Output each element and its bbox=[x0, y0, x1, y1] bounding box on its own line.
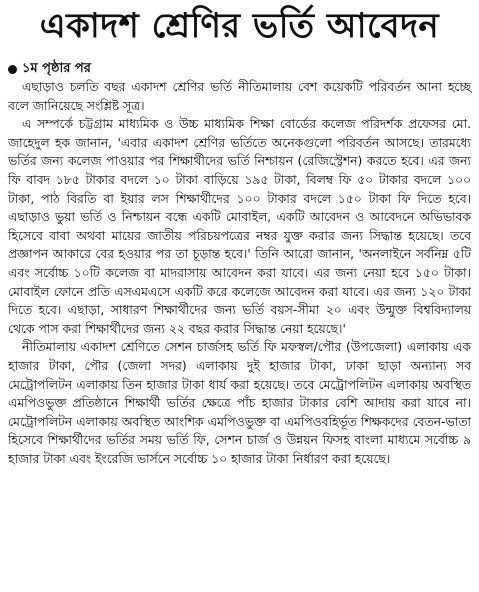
continuation-line bbox=[8, 60, 471, 78]
article-paragraph-1: এছাড়াও চলতি বছর একাদশ শ্রেণির ভর্তি নীতিমালায় বেশ কয়েকটি পরিবর্তন আনা হচ্ছে বলে জানিয়েছে সংশ্লিষ্ট সূত্র। bbox=[8, 80, 471, 113]
article-paragraph-3: নীতিমালায় একাদশ শ্রেণিতে সেশন চার্জসহ ভর্তি ফি মফস্বল/পৌর (উপজেলা) এলাকায় এক হাজার টাকা, পৌর (জেলা সদর) এলাকায় দুই হাজার টাকা, ঢাকা ছাড়া অন্যান্য সব মেট্রোপলিটন এলাকায় তিন হাজার টাকা ধার্য করা হয়েছে। তবে মেট্রোপলিটন এলাকায় অবস্থিত এমপিওভুক্ত প্রতিষ্ঠানে শিক্ষার্থী ভর্তির ক্ষেত্রে পাঁচ হাজার টাকার বেশি আদায় করা যাবে না। মেট্রোপলিটন এলাকায় অবস্থিত আংশিক এমপিওভুক্ত বা এমপিওবহির্ভূত শিক্ষকদের বেতন-ভাতা হিসেবে শিক্ষার্থীদের ভর্তির সময় ভর্তি ফি, সেশন চার্জ ও উন্নয়ন ফিসহ বাংলা মাধ্যমে সর্বোচ্চ ৯ হাজার টাকা এবং ইংরেজি ভার্সনে সর্বোচ্চ ১০ হাজার টাকা নির্ধারণ করা হয়েছে। bbox=[8, 340, 471, 466]
headline: একাদশ শ্রেণির ভর্তি আবেদন bbox=[39, 6, 440, 46]
continued-from-label: ১ম পৃষ্ঠার পর bbox=[22, 61, 91, 76]
bullet-icon bbox=[8, 65, 17, 74]
article-body bbox=[8, 78, 471, 468]
article-paragraph-2: এ সম্পর্কে চট্টগ্রাম মাধ্যমিক ও উচ্চ মাধ্যমিক শিক্ষা বোর্ডের কলেজ পরিদর্শক প্রফেসর মো. জাহেদুল হক জানান, 'এবার একাদশ শ্রেণির ভর্তিতে অনেকগুলো পরিবর্তন আসছে। তারমধ্যে ভর্তির জন্য কলেজ পাওয়ার পর শিক্ষার্থীদের ভর্তি নিশ্চায়ন (রেজিস্ট্রেশন) করতে হবে। এর জন্য ফি বাবদ ১৮৫ টাকার বদলে ১০ টাকা বাড়িয়ে ১৯৫ টাকা, বিলম্ব ফি ৫০ টাকার বদলে ১০০ টাকা, পাঠ বিরতি বা ইয়ার লস শিক্ষার্থীদের ১০০ টাকার বদলে ১৫০ টাকা ফি দিতে হবে। এছাড়াও ভুয়া ভর্তি ও নিশ্চায়ন বন্ধে একটি মোবাইল, একটি আবেদন ও আবেদনে অভিভাবক হিসেবে বাবা অথবা মায়ের জাতীয় পরিচয়পত্রের নম্বর যুক্ত করার জন্য সিদ্ধান্ত হয়েছে। তবে প্রজ্ঞাপন আকারে বের হওয়ার পর তা চূড়ান্ত হবে।' তিনি আরো জানান, 'অনলাইনে সর্বনিম্ন ৫টি এবং সর্বোচ্চ ১০টি কলেজ বা মাদরাসায় আবেদন করা যাবে। এর জন্য নেয়া হবে ১৫০ টাকা। মোবাইল ফোনে প্রতি এসএমএসে একটি করে কলেজে আবেদন করা যাবে। এর জন্য ১২০ টাকা দিতে হবে। এছাড়া, সাধারণ শিক্ষার্থীদের জন্য ভর্তি বয়স-সীমা ২০ এবং উন্মুক্ত বিশ্ববিদ্যালয় থেকে পাস করা শিক্ষার্থীদের জন্য ২২ বছর করার সিদ্ধান্ত নেয়া হয়েছে।' bbox=[8, 117, 471, 336]
